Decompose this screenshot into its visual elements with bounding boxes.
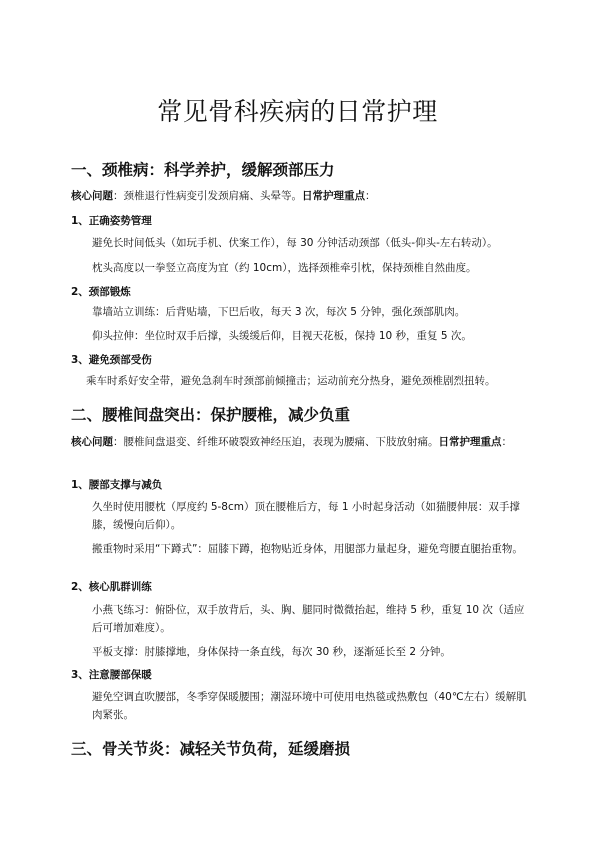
paragraph: 避免长时间低头（如玩手机、伏案工作），每 30 分钟活动颈部（低头-仰头-左右转动）。 bbox=[92, 237, 498, 249]
page-title: 常见骨科疾病的日常护理 bbox=[157, 97, 438, 126]
paragraph: 小燕飞练习：俯卧位，双手放背后，头、胸、腿同时微微抬起，维持 5 秒，重复 10 次（适应后可增加难度）。 bbox=[92, 604, 525, 634]
subheading: 3、注意腰部保暖 bbox=[71, 669, 152, 681]
key-label: 日常护理重点 bbox=[438, 436, 502, 448]
paragraph: 靠墙站立训练：后背贴墙，下巴后收，每天 3 次，每次 5 分钟，强化颈部肌肉。 bbox=[92, 306, 466, 318]
core-problem-lumbar bbox=[71, 433, 533, 451]
subheading: 2、颈部锻炼 bbox=[71, 286, 131, 298]
paragraph: 搬重物时采用“下蹲式”：屈膝下蹲，抱物贴近身体，用腿部力量起身，避免弯腰直腿抬重物。 bbox=[92, 543, 523, 555]
subheading: 2、核心肌群训练 bbox=[71, 581, 152, 593]
paragraph: 乘车时系好安全带，避免急刹车时颈部前倾撞击；运动前充分热身，避免颈椎剧烈扭转。 bbox=[86, 375, 496, 387]
subheading: 1、腰部支撑与减负 bbox=[71, 479, 163, 491]
key-suffix: ： bbox=[501, 436, 512, 448]
key-label: 日常护理重点 bbox=[302, 190, 365, 202]
paragraph: 久坐时使用腰枕（厚度约 5-8cm）顶在腰椎后方，每 1 小时起身活动（如猫腰伸展：双手撑膝，缓慢向后仰）。 bbox=[92, 501, 520, 531]
subheading: 3、避免颈部受伤 bbox=[71, 354, 152, 366]
core-label: 核心问题 bbox=[71, 436, 113, 448]
section-heading-lumbar: 二、腰椎间盘突出：保护腰椎，减少负重 bbox=[71, 405, 351, 424]
paragraph: 仰头拉伸：坐位时双手后撑，头缓缓后仰，目视天花板，保持 10 秒，重复 5 次。 bbox=[92, 330, 472, 342]
section-heading-osteoarthritis: 三、骨关节炎：减轻关节负荷，延缓磨损 bbox=[71, 739, 351, 758]
subheading: 1、正确姿势管理 bbox=[71, 215, 152, 227]
key-suffix: ： bbox=[365, 190, 376, 202]
core-label: 核心问题 bbox=[71, 190, 113, 202]
paragraph: 平板支撑：肘膝撑地，身体保持一条直线，每次 30 秒，逐渐延长至 2 分钟。 bbox=[92, 646, 451, 658]
core-text: ：颈椎退行性病变引发颈肩痛、头晕等。 bbox=[113, 190, 302, 202]
section-heading-cervical: 一、颈椎病：科学养护，缓解颈部压力 bbox=[71, 160, 335, 179]
core-text: ：腰椎间盘退变、纤维环破裂致神经压迫，表现为腰痛、下肢放射痛。 bbox=[113, 436, 439, 448]
core-problem-cervical bbox=[71, 187, 533, 205]
paragraph: 枕头高度以一拳竖立高度为宜（约 10cm），选择颈椎牵引枕，保持颈椎自然曲度。 bbox=[92, 262, 477, 274]
paragraph: 避免空调直吹腰部，冬季穿保暖腰围；潮湿环境中可使用电热毯或热敷包（40℃左右）缓解肌肉紧张。 bbox=[92, 691, 527, 721]
